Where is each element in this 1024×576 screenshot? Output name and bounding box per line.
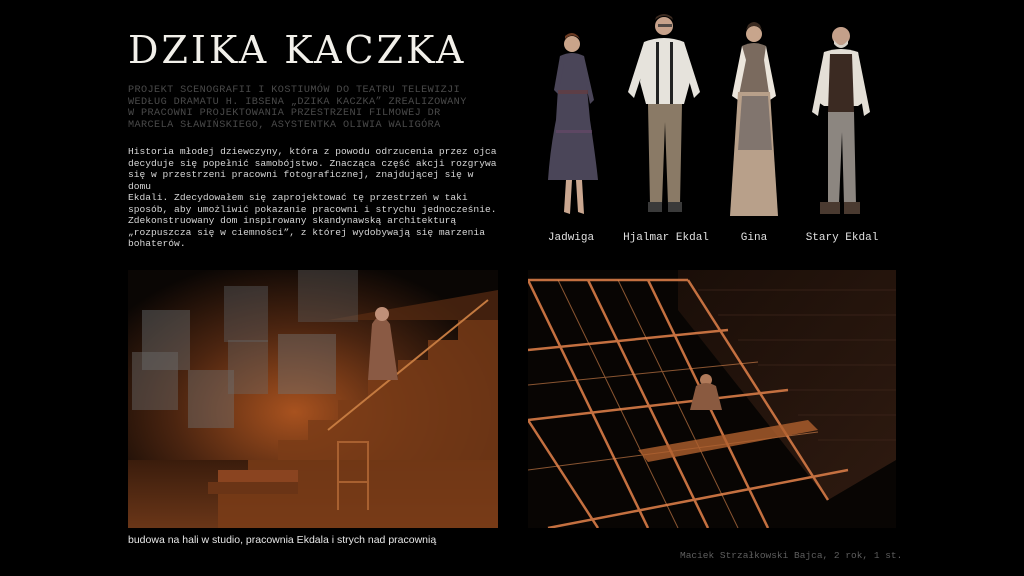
description-line: sposób, aby umożliwić pokazanie pracowni i strychu jednocześnie. — [128, 203, 497, 215]
costume-figure-hjalmar-ekdal — [620, 12, 710, 220]
description-line: się w przestrzeni pracowni fotograficznej, znajdującej się w domu — [128, 169, 474, 192]
costume-figure-gina — [722, 20, 788, 220]
page-title: DZIKA KACZKA — [128, 28, 467, 72]
description-line: „rozpuszcza się w ciemności”, z której wydobywają się marzenia — [128, 226, 485, 238]
subtitle-line: W PRACOWNI PROJEKTOWANIA PRZESTRZENI FILMOWEJ DR — [128, 108, 441, 119]
subtitle-line: MARCELA SŁAWIŃSKIEGO, ASYSTENTKA OLIWIA WALIGÓRA — [128, 119, 441, 131]
description-line: Zdekonstruowany dom inspirowany skandynawską architekturą — [128, 215, 457, 226]
description-line: Ekdali. Zdecydowałem się zaprojektować tę przestrzeń w taki — [128, 192, 468, 203]
project-description — [128, 146, 500, 250]
render-staircase-studio — [128, 270, 498, 528]
description-line: decyduje się popełnić samobójstwo. Znacząca część akcji rozgrywa — [128, 157, 497, 169]
description-line: bohaterów. — [128, 238, 186, 249]
render-caption: budowa na hali w studio, pracownia Ekdala i strych nad pracownią — [128, 534, 437, 546]
subtitle-line: WEDŁUG DRAMATU H. IBSENA „DZIKA KACZKA” ZREALIZOWANY — [128, 96, 467, 108]
render-attic-roof — [528, 270, 896, 528]
description-line: Historia młodej dziewczyny, która z powodu odrzucenia przez ojca — [128, 146, 497, 157]
subtitle-line: PROJEKT SCENOGRAFII I KOSTIUMÓW DO TEATRU TELEWIZJI — [128, 85, 461, 96]
costume-figure-stary-ekdal — [806, 22, 876, 222]
character-name-stary-ekdal: Stary Ekdal — [805, 232, 879, 244]
character-name-gina: Gina — [740, 232, 768, 244]
costume-figure-jadwiga — [538, 30, 608, 220]
author-credit: Maciek Strzałkowski Bajca, 2 rok, 1 st. — [680, 550, 903, 561]
project-subtitle — [128, 85, 500, 131]
character-name-jadwiga: Jadwiga — [547, 232, 595, 244]
character-name-hjalmar-ekdal: Hjalmar Ekdal — [623, 232, 709, 244]
